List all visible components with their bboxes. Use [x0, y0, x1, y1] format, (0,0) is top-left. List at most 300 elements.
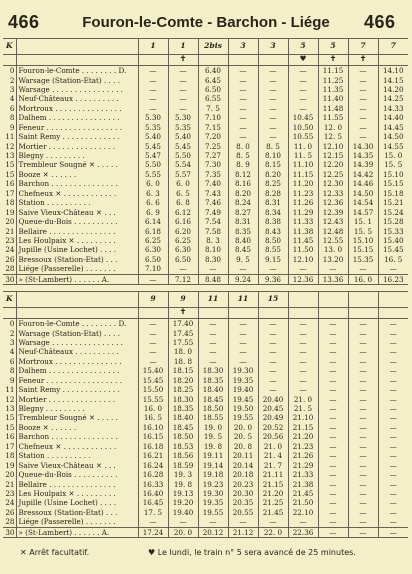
time-cell: 18.59 — [168, 461, 198, 470]
km-cell: 19 — [3, 461, 16, 470]
time-cell: 12.10 — [318, 142, 348, 151]
table-row — [3, 328, 408, 337]
time-cell: 10.55 — [288, 132, 318, 141]
km-cell: 16 — [3, 432, 16, 441]
time-cell: 20. 0 — [228, 423, 258, 432]
table-row — [3, 208, 408, 217]
km-cell: 23 — [3, 489, 16, 498]
time-cell: 20.40 — [258, 395, 288, 404]
time-cell: 20.30 — [228, 489, 258, 498]
time-cell: 12.43 — [318, 217, 348, 226]
time-cell: 15. 0 — [384, 151, 403, 161]
time-cell: 6.50 — [138, 255, 168, 264]
time-cell: — — [288, 94, 318, 103]
time-cell: 8.27 — [228, 208, 258, 217]
time-cell: 8.20 — [258, 170, 288, 179]
time-cell: 7.43 — [198, 189, 228, 198]
station-name: Feneur . . . . . . . . . . . . . . . . . — [16, 123, 138, 132]
time-cell: 11.55 — [318, 113, 348, 122]
time-cell: 6.16 — [168, 217, 198, 226]
time-cell: 7.15 — [198, 123, 228, 132]
time-cell: — — [138, 357, 168, 366]
time-cell: — — [228, 357, 258, 366]
time-cell: 19. 8 — [168, 479, 198, 488]
station-name: Les Houlpaix ✕ . . . . . . . . . — [16, 236, 138, 245]
time-cell: — — [318, 479, 348, 488]
time-cell: 5.35 — [168, 123, 198, 132]
time-cell: 18.15 — [168, 366, 198, 375]
time-cell: 6.14 — [138, 217, 168, 226]
train-symbol — [288, 308, 318, 319]
time-cell: — — [168, 75, 198, 84]
time-cell: — — [389, 347, 397, 357]
time-cell: — — [389, 517, 397, 527]
time-cell: 19.50 — [228, 404, 258, 413]
table-row — [3, 236, 408, 245]
time-cell: 11.23 — [288, 189, 318, 198]
time-cell: — — [258, 517, 288, 527]
train-symbol — [198, 308, 228, 319]
time-cell: 12. 0 — [318, 123, 348, 132]
table-row — [3, 461, 408, 470]
time-cell: 14.40 — [382, 113, 404, 123]
train-number: 7 — [348, 39, 378, 55]
time-cell: 20. 8 — [228, 442, 258, 451]
train-symbol — [378, 55, 408, 66]
train-number — [288, 292, 318, 308]
train-symbol: ✝ — [318, 55, 348, 66]
time-cell: 11.15 — [318, 66, 348, 76]
train-number: 9 — [168, 292, 198, 308]
time-cell: — — [348, 442, 378, 451]
time-cell: 18.53 — [168, 442, 198, 451]
table-row — [3, 274, 408, 284]
table-row — [3, 413, 408, 422]
time-cell: 12.20 — [318, 160, 348, 169]
time-cell: 19.55 — [198, 508, 228, 517]
time-cell: 12. 5 — [318, 132, 348, 141]
time-cell: 21. 0 — [288, 395, 318, 404]
train-number — [378, 292, 408, 308]
time-cell: 20.12 — [198, 527, 228, 537]
km-cell: 21 — [3, 479, 16, 488]
time-cell: — — [288, 338, 318, 347]
station-name: Feneur . . . . . . . . . . . . . . . . . — [16, 376, 138, 385]
time-cell: — — [389, 498, 397, 508]
time-cell: 17.24 — [138, 527, 168, 537]
time-cell: 20.49 — [258, 413, 288, 422]
time-cell: — — [318, 461, 348, 470]
time-cell: 8.24 — [228, 198, 258, 207]
time-cell: 6. 6 — [138, 198, 168, 207]
time-cell: — — [318, 264, 348, 274]
time-cell: 6. 0 — [138, 179, 168, 188]
time-cell: 11. 5 — [288, 151, 318, 160]
time-cell: 7.25 — [198, 142, 228, 151]
time-cell: 20. 0 — [168, 527, 198, 537]
time-cell: 19.40 — [228, 385, 258, 394]
time-cell: — — [138, 75, 168, 84]
time-cell: 15. 5 — [348, 226, 378, 235]
time-cell: — — [258, 338, 288, 347]
km-cell: 28 — [3, 264, 16, 274]
km-header — [3, 308, 16, 319]
station-name: Dalhem . . . . . . . . . . . . . . . . — [16, 113, 138, 122]
station-name: Warsage (Station-Etat) . . . . — [16, 328, 138, 337]
train-number: 3 — [228, 39, 258, 55]
time-cell: — — [288, 347, 318, 356]
time-cell: 11.15 — [288, 170, 318, 179]
station-name: Station . . . . . . . . . . — [16, 198, 138, 207]
station-name: Bellaire . . . . . . . . . . . . . . . — [16, 226, 138, 235]
time-cell: — — [258, 75, 288, 84]
train-symbol — [138, 308, 168, 319]
time-cell: — — [389, 470, 397, 480]
time-cell: 18.40 — [198, 385, 228, 394]
time-cell: 9. 5 — [228, 255, 258, 264]
station-name: Mortier . . . . . . . . . . . . . . . — [16, 395, 138, 404]
table-row — [3, 142, 408, 151]
time-cell: 7.10 — [138, 264, 168, 274]
time-cell: 20.23 — [228, 479, 258, 488]
km-cell: 13 — [3, 404, 16, 413]
km-cell: 9 — [3, 376, 16, 385]
km-cell: 4 — [3, 94, 16, 103]
time-cell: — — [348, 123, 378, 132]
time-cell: 18.50 — [198, 404, 228, 413]
km-header — [3, 55, 16, 66]
time-cell: 19. 0 — [198, 423, 228, 432]
time-cell: 17.55 — [168, 338, 198, 347]
km-header: K — [3, 39, 16, 55]
time-cell: 11.38 — [288, 226, 318, 235]
time-cell: — — [288, 85, 318, 94]
time-cell: 21.25 — [258, 498, 288, 507]
time-cell: 8. 5 — [258, 142, 288, 151]
time-cell: — — [348, 94, 378, 103]
station-name: Saive Vieux-Château ✕ . . . — [16, 208, 138, 217]
station-name: Warsage (Station-Etat) . . . . — [16, 75, 138, 84]
time-cell: 11.26 — [288, 198, 318, 207]
time-cell: 11.35 — [318, 85, 348, 94]
km-cell: 8 — [3, 366, 16, 375]
time-cell: 19.11 — [198, 451, 228, 460]
time-cell: — — [138, 94, 168, 103]
time-cell: 19. 5 — [198, 432, 228, 441]
train-number-row — [3, 39, 408, 55]
time-cell: — — [168, 517, 198, 527]
table-row — [3, 217, 408, 226]
time-cell: 15.21 — [382, 198, 404, 208]
station-name: Chefneux ✕ . . . . . . . . . . . . — [16, 442, 138, 451]
table-row — [3, 395, 408, 404]
table-row — [3, 245, 408, 254]
time-cell: 16.45 — [138, 498, 168, 507]
time-cell: — — [318, 423, 348, 432]
time-cell: — — [168, 104, 198, 113]
station-name: Warsage . . . . . . . . . . . . . . . . — [16, 85, 138, 94]
time-cell: 16. 0 — [348, 274, 378, 284]
time-cell: — — [288, 385, 318, 394]
table-row — [3, 189, 408, 198]
time-cell: 19.14 — [198, 461, 228, 470]
time-cell: 20.55 — [228, 508, 258, 517]
time-cell: — — [318, 404, 348, 413]
km-cell: 4 — [3, 347, 16, 356]
time-cell: 8.48 — [198, 274, 228, 284]
time-cell: 21.10 — [288, 413, 318, 422]
time-cell: 12.36 — [288, 274, 318, 284]
time-cell: 20.35 — [228, 498, 258, 507]
time-cell: — — [198, 347, 228, 356]
table-row — [3, 104, 408, 113]
time-cell: 18.50 — [168, 432, 198, 441]
time-cell: — — [258, 357, 288, 366]
time-cell: 6.20 — [168, 226, 198, 235]
time-cell: 19.23 — [198, 479, 228, 488]
time-cell: 21.12 — [228, 527, 258, 537]
time-cell: 14.20 — [382, 84, 404, 94]
time-cell: 9.24 — [228, 274, 258, 284]
time-cell: — — [318, 395, 348, 404]
time-cell: — — [348, 75, 378, 84]
time-cell: — — [389, 319, 397, 329]
time-cell: 8. 3 — [198, 236, 228, 245]
time-cell: 17.45 — [168, 328, 198, 337]
time-cell: 7.20 — [198, 132, 228, 141]
time-cell: 6. 3 — [138, 189, 168, 198]
train-symbol: ✝ — [168, 308, 198, 319]
time-cell: 5.55 — [138, 170, 168, 179]
time-cell: 11. 0 — [288, 142, 318, 151]
time-cell: 14.15 — [382, 75, 404, 85]
time-cell: 8.10 — [258, 151, 288, 160]
time-cell: — — [318, 498, 348, 507]
time-cell: 5.45 — [168, 142, 198, 151]
time-cell: 19. 3 — [168, 470, 198, 479]
time-cell: 21. 7 — [258, 461, 288, 470]
station-name: Neuf-Châteaux . . . . . . . . . . — [16, 94, 138, 103]
time-cell: — — [228, 517, 258, 527]
time-cell: 19.20 — [168, 498, 198, 507]
time-cell: 19.35 — [228, 376, 258, 385]
time-cell: 12.30 — [318, 179, 348, 188]
km-cell: 12 — [3, 142, 16, 151]
time-cell: — — [348, 498, 378, 507]
time-cell: — — [288, 376, 318, 385]
station-name: Fouron-le-Comte . . . . . . . . D. — [16, 319, 138, 329]
time-cell: 7.40 — [198, 179, 228, 188]
time-cell: 6.40 — [198, 66, 228, 76]
km-cell: 15 — [3, 423, 16, 432]
time-cell: 18.35 — [168, 404, 198, 413]
km-cell: 20 — [3, 217, 16, 226]
time-cell: — — [348, 508, 378, 517]
time-cell: 16. 0 — [138, 404, 168, 413]
time-cell: 19.13 — [168, 489, 198, 498]
time-cell: 12.10 — [288, 255, 318, 264]
table-row — [3, 160, 408, 169]
time-cell: — — [228, 338, 258, 347]
time-cell: 15.45 — [382, 245, 404, 255]
time-cell: 21.29 — [288, 461, 318, 470]
time-cell: — — [258, 385, 288, 394]
time-cell: — — [389, 451, 397, 461]
time-cell: 20.11 — [228, 451, 258, 460]
time-cell: 5.35 — [138, 123, 168, 132]
time-cell: 8.15 — [258, 160, 288, 169]
time-cell: 12.39 — [318, 208, 348, 217]
time-cell: 6. 0 — [168, 179, 198, 188]
train-number: 1 — [138, 39, 168, 55]
time-cell: — — [138, 274, 168, 284]
time-cell: 10.45 — [288, 113, 318, 122]
time-cell: — — [258, 376, 288, 385]
km-cell: 0 — [3, 319, 16, 329]
time-cell: 6. 8 — [168, 198, 198, 207]
time-cell: — — [288, 357, 318, 366]
time-cell: 12.36 — [318, 198, 348, 207]
time-cell: — — [348, 347, 378, 356]
table-row — [3, 479, 408, 488]
time-cell: 7.27 — [198, 151, 228, 160]
time-cell: — — [198, 517, 228, 527]
train-symbol — [258, 55, 288, 66]
train-symbol — [228, 308, 258, 319]
time-cell: — — [258, 264, 288, 274]
table-row — [3, 94, 408, 103]
time-cell: — — [138, 319, 168, 329]
time-cell: — — [198, 328, 228, 337]
table-number-left: 466 — [8, 12, 40, 32]
km-cell: 2 — [3, 328, 16, 337]
table-row — [3, 170, 408, 179]
station-name: Mortier . . . . . . . . . . . . . . . — [16, 142, 138, 151]
time-cell: — — [288, 104, 318, 113]
station-name: Liége (Passerelle) . . . . . . . — [16, 264, 138, 274]
time-cell: 16.21 — [138, 451, 168, 460]
table-row — [3, 338, 408, 347]
footnote-monday: ♥ Le lundi, le train n° 5 sera avancé de 25 minutes. — [148, 548, 356, 557]
km-cell: 16 — [3, 179, 16, 188]
time-cell: — — [348, 489, 378, 498]
time-cell: 20. 5 — [228, 432, 258, 441]
time-cell: 14.46 — [348, 179, 378, 188]
time-cell: 15.24 — [382, 207, 404, 217]
time-cell: — — [348, 395, 378, 404]
time-cell: 8.31 — [228, 217, 258, 226]
km-cell: 6 — [3, 357, 16, 366]
km-cell: 30 — [3, 527, 16, 537]
time-cell: — — [198, 319, 228, 329]
time-cell: — — [318, 432, 348, 441]
time-cell: — — [318, 328, 348, 337]
time-cell: 21.20 — [288, 432, 318, 441]
train-number: 2bis — [198, 39, 228, 55]
time-cell: 16.15 — [138, 432, 168, 441]
time-cell: — — [348, 517, 378, 527]
train-symbol-row — [3, 55, 408, 66]
table-row — [3, 226, 408, 235]
time-cell: 15.40 — [138, 366, 168, 375]
time-cell: — — [348, 132, 378, 141]
station-name: Booze ✕ . . . . . . — [16, 423, 138, 432]
km-cell: 3 — [3, 338, 16, 347]
page-title: Fouron-le-Comte - Barchon - Liége — [82, 14, 330, 31]
table-row — [3, 319, 408, 329]
time-cell: 11.20 — [288, 179, 318, 188]
station-name: Barchon . . . . . . . . . . . . . . . — [16, 432, 138, 441]
time-cell: 12.33 — [318, 189, 348, 198]
time-cell: 22.10 — [288, 508, 318, 517]
time-cell: 8.16 — [228, 179, 258, 188]
time-cell: 21.45 — [288, 489, 318, 498]
station-header — [16, 55, 138, 66]
km-cell: 23 — [3, 236, 16, 245]
time-cell: 18. 8 — [168, 357, 198, 366]
time-cell: 21. 0 — [258, 442, 288, 451]
station-header — [16, 292, 138, 308]
station-name: Bressoux (Station-Etat) . . . — [16, 255, 138, 264]
table-row — [3, 366, 408, 375]
station-name: Jupille (Usine Lochet) . . . . — [16, 498, 138, 507]
time-cell: — — [258, 113, 288, 122]
time-cell: 5.54 — [168, 160, 198, 169]
km-cell: 6 — [3, 104, 16, 113]
km-cell: 28 — [3, 517, 16, 527]
time-cell: — — [348, 366, 378, 375]
time-cell: — — [228, 347, 258, 356]
time-cell: — — [348, 376, 378, 385]
time-cell: 21. 5 — [288, 404, 318, 413]
time-cell: 7.54 — [198, 217, 228, 226]
time-cell: — — [389, 488, 397, 498]
table-row — [3, 85, 408, 94]
time-cell: — — [228, 104, 258, 113]
station-name: Station . . . . . . . . . . — [16, 451, 138, 460]
time-cell: 8.10 — [198, 245, 228, 254]
station-name: Liége (Passerelle) . . . . . . . — [16, 517, 138, 527]
time-cell: — — [318, 338, 348, 347]
time-cell: 6.50 — [198, 85, 228, 94]
km-cell: 15 — [3, 170, 16, 179]
time-cell: — — [348, 423, 378, 432]
time-cell: — — [348, 66, 378, 76]
table-number-right: 466 — [364, 12, 396, 32]
time-cell: 19. 8 — [198, 442, 228, 451]
time-cell: 9.36 — [258, 274, 288, 284]
time-cell: 19.55 — [228, 413, 258, 422]
time-cell: 15. 5 — [384, 160, 403, 170]
time-cell: 11.33 — [288, 217, 318, 226]
km-cell: 17 — [3, 442, 16, 451]
km-cell: 21 — [3, 226, 16, 235]
time-cell: — — [348, 113, 378, 122]
time-cell: — — [318, 357, 348, 366]
time-cell: — — [348, 357, 378, 366]
time-cell: 18.56 — [168, 451, 198, 460]
time-cell: — — [318, 366, 348, 375]
table-row — [3, 385, 408, 394]
time-cell: — — [288, 366, 318, 375]
station-name: Dalhem . . . . . . . . . . . . . . . . — [16, 366, 138, 375]
table-row — [3, 347, 408, 356]
time-cell: 21.20 — [258, 489, 288, 498]
time-cell: 14.45 — [382, 122, 404, 132]
train-number: 11 — [198, 292, 228, 308]
time-cell: 15.15 — [382, 179, 404, 189]
km-cell: 13 — [3, 151, 16, 160]
